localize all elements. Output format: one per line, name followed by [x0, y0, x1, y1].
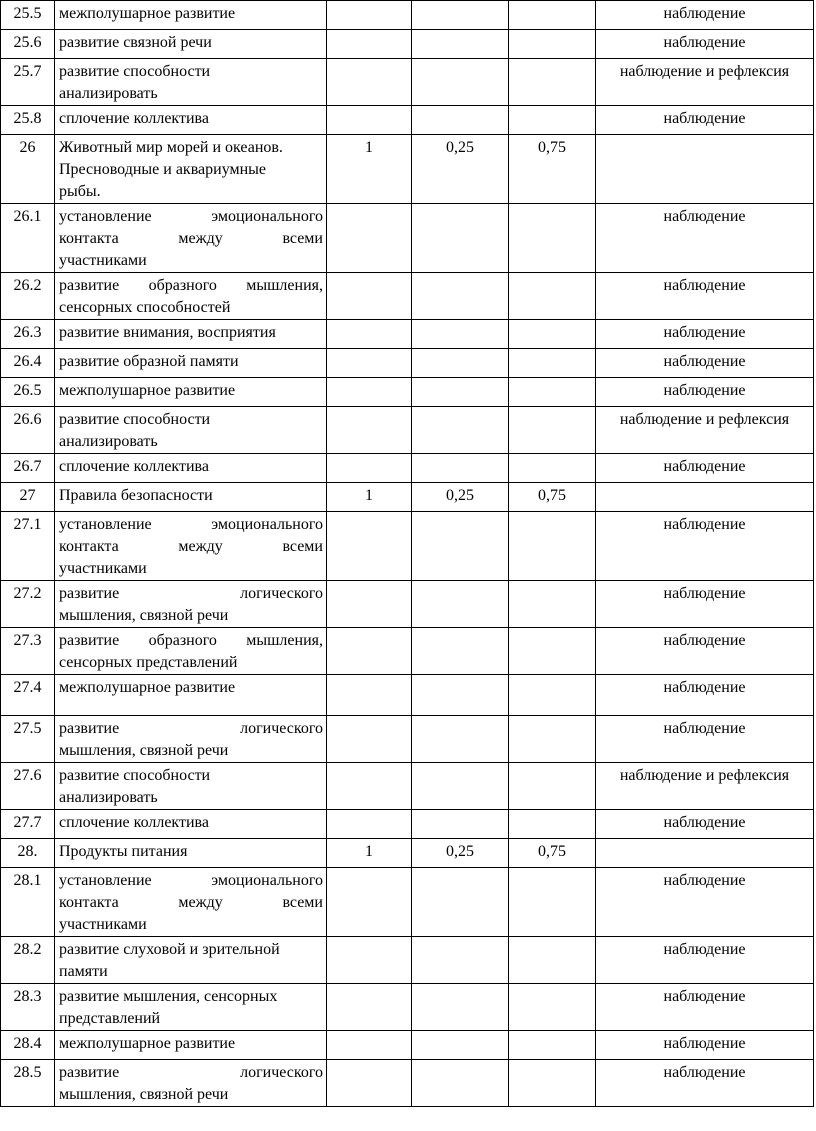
theory-cell	[412, 581, 509, 628]
topic-line: развитие способности	[59, 411, 211, 428]
topic-cell	[55, 937, 327, 984]
table-row	[1, 763, 814, 810]
table-row	[1, 378, 814, 407]
table-row	[1, 483, 814, 512]
practice-cell	[509, 581, 596, 628]
topic-line: сплочение коллектива	[59, 110, 209, 127]
topic-line: развитие внимания, восприятия	[59, 324, 276, 341]
practice-cell: 0,75	[509, 839, 596, 868]
practice-cell	[509, 30, 596, 59]
practice-cell	[509, 407, 596, 454]
practice-cell	[509, 1, 596, 30]
theory-cell	[412, 512, 509, 581]
topic-line: развитие способности	[59, 63, 211, 80]
topic-cell	[55, 628, 327, 675]
practice-cell	[509, 868, 596, 937]
table-row	[1, 675, 814, 716]
topic-cell	[55, 273, 327, 320]
practice-cell	[509, 204, 596, 273]
table-row	[1, 868, 814, 937]
control-form-cell: наблюдение и рефлексия	[596, 763, 814, 810]
row-number: 25.6	[1, 30, 55, 59]
row-number: 27.2	[1, 581, 55, 628]
topic-line: сплочение коллектива	[59, 458, 209, 475]
table-row	[1, 407, 814, 454]
row-number: 26.6	[1, 407, 55, 454]
topic-line: анализировать	[59, 433, 158, 450]
topic-line: межполушарное развитие	[59, 5, 236, 22]
topic-cell	[55, 810, 327, 839]
control-form-cell: наблюдение	[596, 937, 814, 984]
control-form-cell: наблюдение	[596, 512, 814, 581]
topic-line: межполушарное развитие	[59, 679, 236, 696]
hours-cell	[327, 763, 412, 810]
table-row	[1, 581, 814, 628]
topic-line: Продукты питания	[59, 843, 188, 860]
theory-cell	[412, 810, 509, 839]
theory-cell	[412, 204, 509, 273]
table-row	[1, 454, 814, 483]
control-form-cell: наблюдение	[596, 1031, 814, 1060]
topic-cell	[55, 839, 327, 868]
topic-line: мышления, связной речи	[59, 742, 229, 759]
practice-cell	[509, 716, 596, 763]
topic-cell	[55, 349, 327, 378]
practice-cell	[509, 349, 596, 378]
hours-cell: 1	[327, 483, 412, 512]
table-row	[1, 810, 814, 839]
hours-cell	[327, 1, 412, 30]
topic-line: установление эмоционального	[59, 208, 323, 225]
table-row	[1, 984, 814, 1031]
theory-cell	[412, 407, 509, 454]
topic-line: развитие образного мышления,	[59, 632, 323, 649]
practice-cell	[509, 454, 596, 483]
topic-line: сплочение коллектива	[59, 814, 209, 831]
row-number: 26.1	[1, 204, 55, 273]
control-form-cell: наблюдение	[596, 30, 814, 59]
topic-cell	[55, 868, 327, 937]
topic-line: участниками	[59, 916, 147, 933]
theory-cell	[412, 349, 509, 378]
table-row	[1, 1060, 814, 1107]
topic-line: сенсорных представлений	[59, 654, 238, 671]
practice-cell	[509, 378, 596, 407]
theory-cell	[412, 1, 509, 30]
theory-cell	[412, 30, 509, 59]
hours-cell	[327, 407, 412, 454]
topic-cell	[55, 204, 327, 273]
row-number: 26.2	[1, 273, 55, 320]
row-number: 27.3	[1, 628, 55, 675]
hours-cell	[327, 716, 412, 763]
control-form-cell: наблюдение	[596, 349, 814, 378]
control-form-cell: наблюдение и рефлексия	[596, 59, 814, 106]
table-row	[1, 273, 814, 320]
theory-cell	[412, 1060, 509, 1107]
topic-line: Животный мир морей и океанов.	[59, 139, 283, 156]
theory-cell	[412, 106, 509, 135]
topic-line: анализировать	[59, 789, 158, 806]
topic-line: развитие связной речи	[59, 34, 212, 51]
control-form-cell: наблюдение	[596, 1060, 814, 1107]
row-number: 28.1	[1, 868, 55, 937]
table-row	[1, 349, 814, 378]
topic-cell	[55, 106, 327, 135]
hours-cell	[327, 1060, 412, 1107]
hours-cell	[327, 30, 412, 59]
hours-cell	[327, 378, 412, 407]
practice-cell	[509, 937, 596, 984]
hours-cell	[327, 675, 412, 716]
hours-cell	[327, 1031, 412, 1060]
hours-cell	[327, 868, 412, 937]
topic-cell	[55, 59, 327, 106]
table-row	[1, 937, 814, 984]
practice-cell	[509, 763, 596, 810]
topic-cell	[55, 135, 327, 204]
table-row	[1, 204, 814, 273]
hours-cell	[327, 581, 412, 628]
practice-cell	[509, 1060, 596, 1107]
hours-cell	[327, 937, 412, 984]
table-row	[1, 135, 814, 204]
table-row	[1, 320, 814, 349]
hours-cell	[327, 512, 412, 581]
control-form-cell: наблюдение	[596, 628, 814, 675]
row-number: 28.5	[1, 1060, 55, 1107]
hours-cell	[327, 628, 412, 675]
row-number: 26.5	[1, 378, 55, 407]
practice-cell	[509, 810, 596, 839]
table-row	[1, 30, 814, 59]
control-form-cell	[596, 839, 814, 868]
topic-cell	[55, 454, 327, 483]
row-number: 27.6	[1, 763, 55, 810]
topic-cell	[55, 1060, 327, 1107]
row-number: 28.4	[1, 1031, 55, 1060]
practice-cell	[509, 273, 596, 320]
theory-cell	[412, 378, 509, 407]
topic-line: развитие мышления, сенсорных	[59, 988, 278, 1005]
hours-cell	[327, 106, 412, 135]
topic-cell	[55, 407, 327, 454]
topic-line: Правила безопасности	[59, 487, 213, 504]
topic-line: межполушарное развитие	[59, 382, 236, 399]
hours-cell	[327, 320, 412, 349]
control-form-cell: наблюдение	[596, 716, 814, 763]
topic-line: установление эмоционального	[59, 516, 323, 533]
topic-cell	[55, 1031, 327, 1060]
theory-cell	[412, 716, 509, 763]
theory-cell	[412, 59, 509, 106]
practice-cell	[509, 675, 596, 716]
topic-line: контакта между всеми	[59, 894, 323, 911]
row-number: 26.7	[1, 454, 55, 483]
practice-cell	[509, 628, 596, 675]
topic-line: развитие образной памяти	[59, 353, 239, 370]
practice-cell	[509, 984, 596, 1031]
topic-cell	[55, 984, 327, 1031]
hours-cell: 1	[327, 839, 412, 868]
practice-cell	[509, 512, 596, 581]
theory-cell	[412, 320, 509, 349]
topic-line: памяти	[59, 963, 108, 980]
theory-cell	[412, 763, 509, 810]
hours-cell: 1	[327, 135, 412, 204]
topic-cell	[55, 581, 327, 628]
table-row	[1, 512, 814, 581]
theory-cell: 0,25	[412, 839, 509, 868]
topic-line: контакта между всеми	[59, 538, 323, 555]
control-form-cell: наблюдение	[596, 675, 814, 716]
row-number: 25.8	[1, 106, 55, 135]
theory-cell: 0,25	[412, 483, 509, 512]
row-number: 27.5	[1, 716, 55, 763]
row-number: 27.4	[1, 675, 55, 716]
row-number: 28.3	[1, 984, 55, 1031]
practice-cell	[509, 59, 596, 106]
theory-cell	[412, 1031, 509, 1060]
table-row	[1, 106, 814, 135]
topic-line: развитие образного мышления,	[59, 277, 323, 294]
theory-cell	[412, 273, 509, 320]
hours-cell	[327, 349, 412, 378]
hours-cell	[327, 204, 412, 273]
table-row	[1, 716, 814, 763]
topic-cell	[55, 483, 327, 512]
topic-cell	[55, 1, 327, 30]
table-row	[1, 59, 814, 106]
topic-line: участниками	[59, 560, 147, 577]
control-form-cell: наблюдение	[596, 204, 814, 273]
topic-cell	[55, 512, 327, 581]
row-number: 28.	[1, 839, 55, 868]
table-body	[1, 1, 814, 1107]
control-form-cell: наблюдение	[596, 106, 814, 135]
row-number: 28.2	[1, 937, 55, 984]
theory-cell	[412, 937, 509, 984]
topic-line: представлений	[59, 1010, 161, 1027]
topic-line: участниками	[59, 252, 147, 269]
topic-line: контакта между всеми	[59, 230, 323, 247]
hours-cell	[327, 273, 412, 320]
topic-cell	[55, 716, 327, 763]
theory-cell	[412, 868, 509, 937]
hours-cell	[327, 984, 412, 1031]
theory-cell	[412, 628, 509, 675]
row-number: 27.1	[1, 512, 55, 581]
control-form-cell: наблюдение	[596, 454, 814, 483]
table-row	[1, 628, 814, 675]
topic-line: анализировать	[59, 85, 158, 102]
practice-cell	[509, 320, 596, 349]
row-number: 26.4	[1, 349, 55, 378]
theory-cell: 0,25	[412, 135, 509, 204]
topic-cell	[55, 30, 327, 59]
topic-line: мышления, связной речи	[59, 607, 229, 624]
row-number: 26	[1, 135, 55, 204]
topic-line: развитие логического	[59, 720, 323, 737]
control-form-cell: наблюдение	[596, 984, 814, 1031]
hours-cell	[327, 810, 412, 839]
practice-cell: 0,75	[509, 135, 596, 204]
practice-cell	[509, 1031, 596, 1060]
topic-line: развитие логического	[59, 1064, 323, 1081]
topic-line: сенсорных способностей	[59, 299, 231, 316]
control-form-cell: наблюдение	[596, 320, 814, 349]
topic-line: развитие способности	[59, 767, 211, 784]
topic-cell	[55, 763, 327, 810]
topic-cell	[55, 378, 327, 407]
practice-cell	[509, 106, 596, 135]
hours-cell	[327, 454, 412, 483]
row-number: 27.7	[1, 810, 55, 839]
row-number: 25.7	[1, 59, 55, 106]
row-number: 26.3	[1, 320, 55, 349]
topic-line: развитие логического	[59, 585, 323, 602]
table-row	[1, 839, 814, 868]
control-form-cell: наблюдение	[596, 1, 814, 30]
control-form-cell: наблюдение и рефлексия	[596, 407, 814, 454]
topic-line: развитие слуховой и зрительной	[59, 941, 280, 958]
topic-line: рыбы.	[59, 183, 101, 200]
topic-line: Пресноводные и аквариумные	[59, 161, 267, 178]
hours-cell	[327, 59, 412, 106]
row-number: 27	[1, 483, 55, 512]
control-form-cell	[596, 483, 814, 512]
control-form-cell	[596, 135, 814, 204]
row-number: 25.5	[1, 1, 55, 30]
topic-line: межполушарное развитие	[59, 1035, 236, 1052]
theory-cell	[412, 675, 509, 716]
practice-cell: 0,75	[509, 483, 596, 512]
control-form-cell: наблюдение	[596, 810, 814, 839]
topic-line: установление эмоционального	[59, 872, 323, 889]
topic-cell	[55, 320, 327, 349]
control-form-cell: наблюдение	[596, 378, 814, 407]
control-form-cell: наблюдение	[596, 581, 814, 628]
table-row	[1, 1, 814, 30]
control-form-cell: наблюдение	[596, 273, 814, 320]
table-row	[1, 1031, 814, 1060]
control-form-cell: наблюдение	[596, 868, 814, 937]
theory-cell	[412, 984, 509, 1031]
topic-cell	[55, 675, 327, 716]
theory-cell	[412, 454, 509, 483]
topic-line: мышления, связной речи	[59, 1086, 229, 1103]
